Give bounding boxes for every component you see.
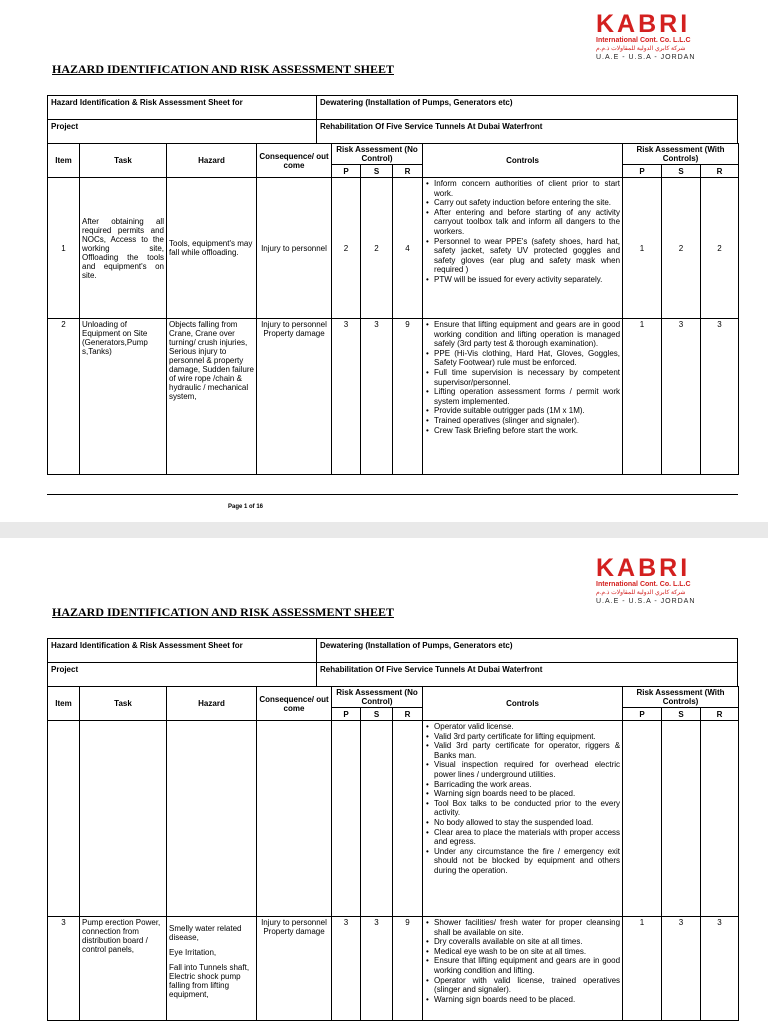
control-item: • Under any circumstance the fire / emergency exit should not be blocked by equipment and others during the operation.: [434, 847, 620, 876]
control-item: • Operator valid license.: [434, 722, 620, 732]
control-item: • Medical eye wash to be on site at all times.: [434, 947, 620, 957]
hazard-line: Eye Irritation,: [169, 948, 217, 957]
sheet-for-label: Hazard Identification & Risk Assessment Sheet for: [48, 639, 317, 663]
row-controls: [423, 178, 623, 319]
row-s: 3: [361, 917, 393, 1021]
control-item: • Ensure that lifting equipment and gears are in good working condition and lifting operation is managed safely (3rd party test & thorough examination).: [434, 320, 620, 349]
col-p-controlled: P: [623, 165, 662, 178]
row-p: 3: [332, 917, 361, 1021]
row-hazard: Objects falling from Crane, Crane over turning/ crush injuries, Serious injury to personnel & property damage, Sudden failure of wire rope /chain & hydraulic / mechanical system,: [167, 319, 257, 475]
col-task: Task: [80, 687, 167, 721]
logo-locations: U.A.E - U.S.A - JORDAN: [596, 598, 696, 605]
control-item: • Carry out safety induction before entering the site.: [434, 198, 620, 208]
col-s-controlled: S: [662, 165, 701, 178]
control-item: • Inform concern authorities of client prior to start work.: [434, 179, 620, 198]
control-item: • PPE (Hi-Vis clothing, Hard Hat, Gloves, Goggles, Safety Footwear) rule must be enforced.: [434, 349, 620, 368]
row-r: [393, 721, 423, 917]
logo-subtitle: International Cont. Co. L.L.C: [596, 37, 691, 44]
control-item: • PTW will be issued for every activity separately.: [434, 275, 620, 285]
row-s-controlled: 3: [662, 917, 701, 1021]
row-s: 2: [361, 178, 393, 319]
row-item: [48, 721, 80, 917]
col-risk-no-control: Risk Assessment (No Control): [332, 144, 423, 165]
control-item: • Provide suitable outrigger pads (1M x 1M).: [434, 406, 620, 416]
col-p: P: [332, 708, 361, 721]
col-p-controlled: P: [623, 708, 662, 721]
hazard-line: Fall into Tunnels shaft,: [169, 963, 250, 972]
row-r: 9: [393, 917, 423, 1021]
col-risk-no-control: Risk Assessment (No Control): [332, 687, 423, 708]
row-r-controlled: [701, 721, 739, 917]
control-item: • Visual inspection required for overhead electric power lines / underground utilities.: [434, 760, 620, 779]
row-r-controlled: 3: [701, 319, 739, 475]
logo-brand: KABRI: [596, 554, 691, 582]
control-item: • No body allowed to stay the suspended load.: [434, 818, 620, 828]
hazard-line: Smelly water related disease,: [169, 924, 242, 942]
control-item: • Warning sign boards need to be placed.: [434, 789, 620, 799]
logo-subtitle: International Cont. Co. L.L.C: [596, 581, 691, 588]
control-item: • Lifting operation assessment forms / permit work system implemented.: [434, 387, 620, 406]
row-r: 4: [393, 178, 423, 319]
control-item: • Clear area to place the materials with proper access and egress.: [434, 828, 620, 847]
logo-arabic: شركة كابري الدولية للمقاولات ذ.م.م: [596, 590, 686, 596]
control-item: • Shower facilities/ fresh water for proper cleansing shall be available on site.: [434, 918, 620, 937]
row-item: 1: [48, 178, 80, 319]
sheet-for-value: Dewatering (Installation of Pumps, Generators etc): [317, 639, 738, 663]
project-value: Rehabilitation Of Five Service Tunnels At Dubai Waterfront: [317, 663, 738, 687]
row-p-controlled: 1: [623, 319, 662, 475]
col-r: R: [393, 708, 423, 721]
col-item: Item: [48, 687, 80, 721]
row-consequence: Injury to personnel: [257, 178, 332, 319]
project-label: Project: [48, 120, 317, 144]
control-item: • Valid 3rd party certificate for operator, riggers & Banks man.: [434, 741, 620, 760]
row-s-controlled: [662, 721, 701, 917]
control-item: • Crew Task Briefing before start the work.: [434, 426, 620, 436]
company-logo: [596, 556, 716, 606]
col-s-controlled: S: [662, 708, 701, 721]
col-risk-with-controls: Risk Assessment (With Controls): [623, 144, 739, 165]
row-r-controlled: 3: [701, 917, 739, 1021]
control-item: • Full time supervision is necessary by competent supervisor/personnel.: [434, 368, 620, 387]
col-controls: Controls: [423, 144, 623, 178]
footer-divider: [47, 494, 738, 495]
col-r-controlled: R: [701, 708, 739, 721]
row-r: 9: [393, 319, 423, 475]
row-task: [80, 721, 167, 917]
sheet-for-value: Dewatering (Installation of Pumps, Generators etc): [317, 96, 738, 120]
company-logo: [596, 12, 716, 62]
row-item: 2: [48, 319, 80, 475]
row-controls: [423, 721, 623, 917]
row-hazard: [167, 917, 257, 1021]
col-controls: Controls: [423, 687, 623, 721]
control-item: • Operator with valid license, trained operatives (slinger and signaler).: [434, 976, 620, 995]
sheet-title: HAZARD IDENTIFICATION AND RISK ASSESSMENT SHEET: [52, 605, 394, 619]
col-hazard: Hazard: [167, 144, 257, 178]
sheet-for-label: Hazard Identification & Risk Assessment Sheet for: [48, 96, 317, 120]
control-item: • After entering and before starting of any activity carryout toolbox talk and inform all dangers to the workers.: [434, 208, 620, 237]
row-r-controlled: 2: [701, 178, 739, 319]
control-item: • Ensure that lifting equipment and gears are in good working condition and lifting.: [434, 956, 620, 975]
row-p-controlled: [623, 721, 662, 917]
page-number: Page 1 of 16: [228, 504, 264, 510]
row-task: After obtaining all required permits and NOCs, Access to the working site, Offloading the tools and equipment's on site.: [80, 178, 167, 319]
col-item: Item: [48, 144, 80, 178]
control-item: • Valid 3rd party certificate for lifting equipment.: [434, 732, 620, 742]
col-consequence: Consequence/ out come: [257, 144, 332, 178]
control-item: • Dry coveralls available on site at all times.: [434, 937, 620, 947]
col-s: S: [361, 165, 393, 178]
row-hazard: [167, 721, 257, 917]
control-item: • Trained operatives (slinger and signaler).: [434, 416, 620, 426]
col-s: S: [361, 708, 393, 721]
row-s: 3: [361, 319, 393, 475]
document-page-2: [0, 538, 768, 1024]
col-consequence: Consequence/ out come: [257, 687, 332, 721]
row-task: Unloading of Equipment on Site (Generators,Pump s,Tanks): [80, 319, 167, 475]
row-p-controlled: 1: [623, 917, 662, 1021]
control-item: • Personnel to wear PPE's (safety shoes, hard hat, safety jacket, safety UV protected goggles and safety gloves (ear plug and safety mask when required ): [434, 237, 620, 275]
row-controls: [423, 319, 623, 475]
project-value: Rehabilitation Of Five Service Tunnels At Dubai Waterfront: [317, 120, 738, 144]
hazard-line: Electric shock pump falling from lifting equipment,: [169, 972, 241, 999]
control-item: • Warning sign boards need to be placed.: [434, 995, 620, 1005]
risk-table-page-2: [47, 686, 739, 1021]
row-item: 3: [48, 917, 80, 1021]
col-risk-with-controls: Risk Assessment (With Controls): [623, 687, 739, 708]
control-item: • Tool Box talks to be conducted prior to the every activity.: [434, 799, 620, 818]
control-item: • Barricading the work areas.: [434, 780, 620, 790]
logo-brand: KABRI: [596, 10, 691, 38]
sheet-title: HAZARD IDENTIFICATION AND RISK ASSESSMENT SHEET: [52, 62, 394, 76]
row-consequence: Injury to personnel Property damage: [257, 319, 332, 475]
row-p: 2: [332, 178, 361, 319]
row-consequence: [257, 721, 332, 917]
row-s: [361, 721, 393, 917]
row-consequence: Injury to personnel Property damage: [257, 917, 332, 1021]
col-task: Task: [80, 144, 167, 178]
risk-table-page-1: [47, 143, 739, 475]
header-info-table: [47, 95, 738, 144]
row-p: [332, 721, 361, 917]
header-info-table: [47, 638, 738, 687]
col-r: R: [393, 165, 423, 178]
row-p: 3: [332, 319, 361, 475]
row-hazard: Tools, equipment's may fall while offloading.: [167, 178, 257, 319]
table-row: [48, 178, 739, 319]
col-r-controlled: R: [701, 165, 739, 178]
logo-locations: U.A.E - U.S.A - JORDAN: [596, 54, 696, 61]
table-row: [48, 917, 739, 1021]
col-hazard: Hazard: [167, 687, 257, 721]
project-label: Project: [48, 663, 317, 687]
row-s-controlled: 2: [662, 178, 701, 319]
row-task: Pump erection Power, connection from distribution board / control panels,: [80, 917, 167, 1021]
col-p: P: [332, 165, 361, 178]
table-row: [48, 721, 739, 917]
row-controls: [423, 917, 623, 1021]
table-row: [48, 319, 739, 475]
row-s-controlled: 3: [662, 319, 701, 475]
logo-arabic: شركة كابري الدولية للمقاولات ذ.م.م: [596, 46, 686, 52]
row-p-controlled: 1: [623, 178, 662, 319]
